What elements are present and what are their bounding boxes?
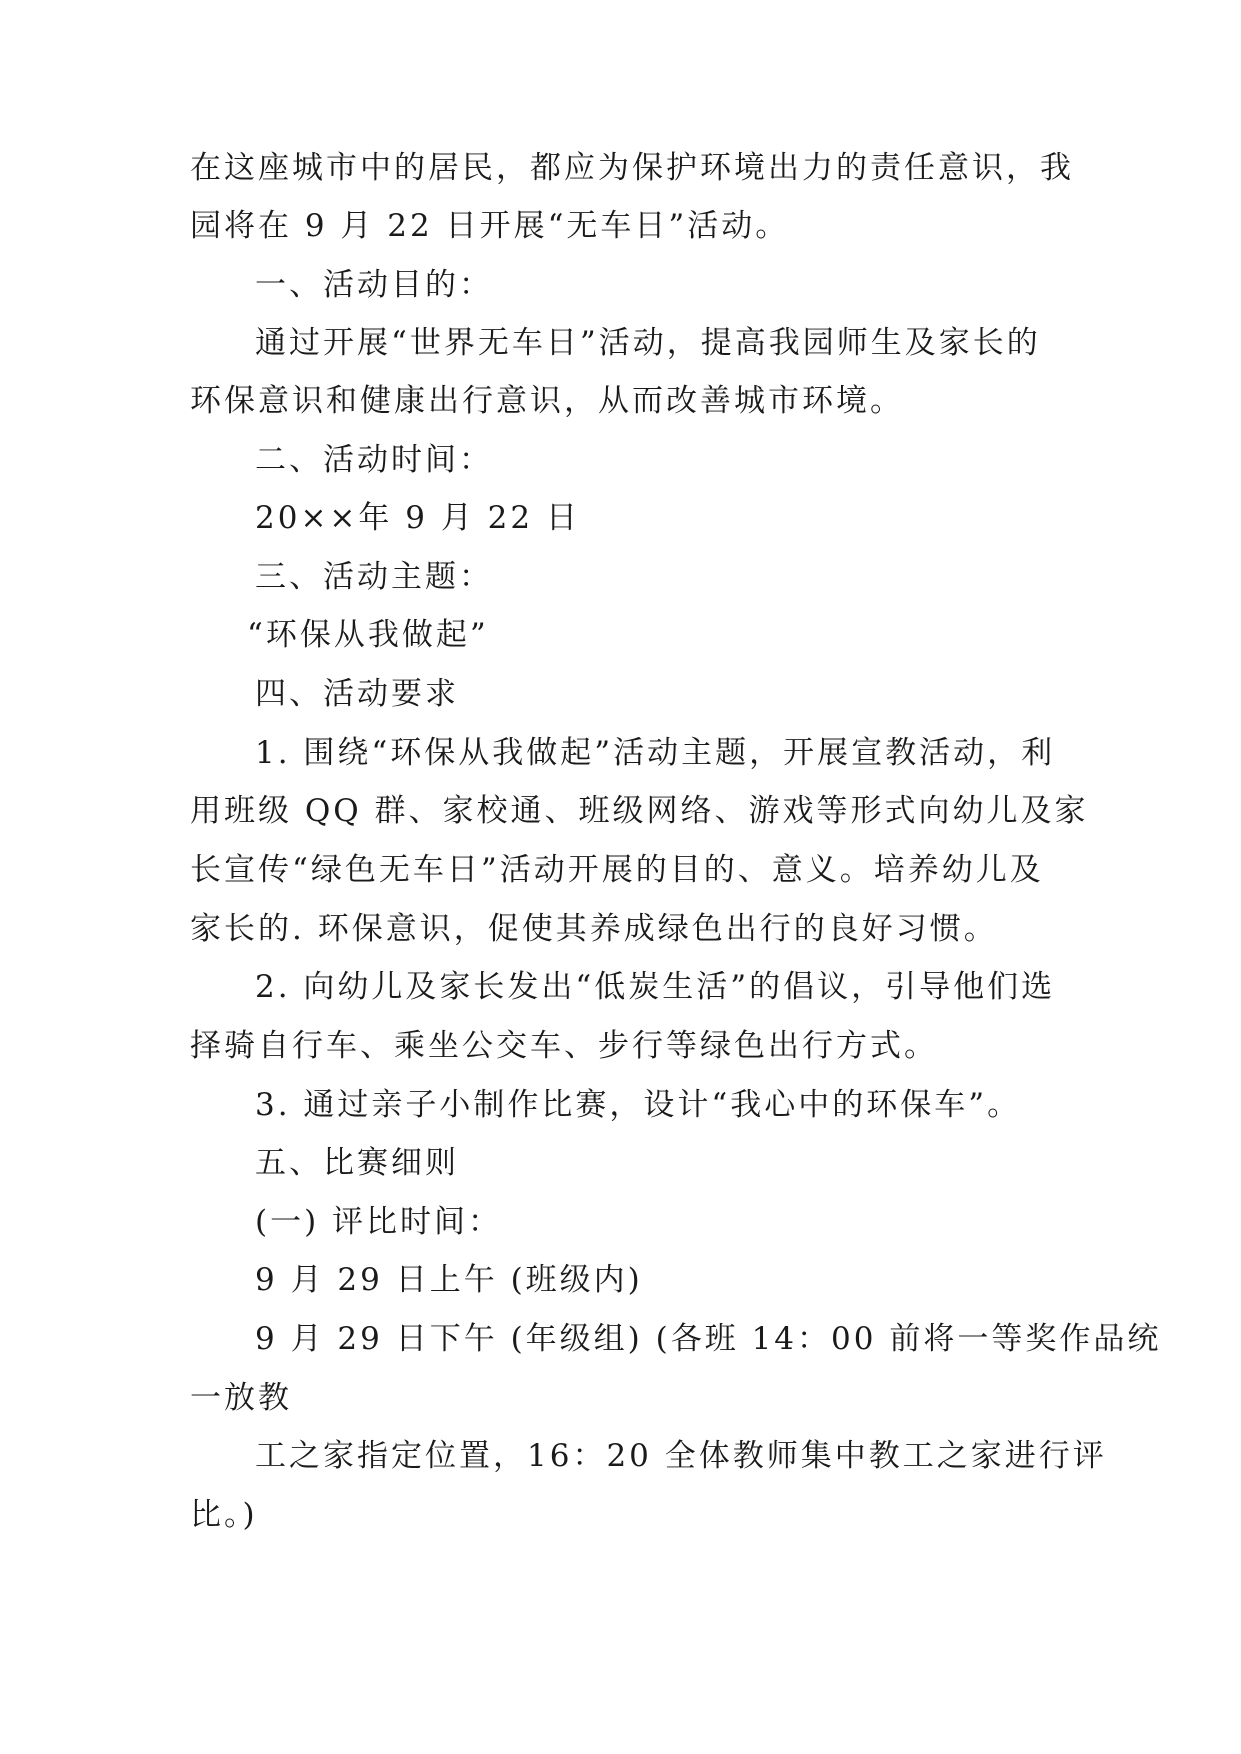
text-line: (一) 评比时间：: [255, 1204, 503, 1240]
section-heading: 四、活动要求: [255, 676, 459, 712]
text-line: 长宣传“绿色无车日”活动开展的目的、意义。培养幼儿及: [190, 852, 1044, 888]
section-heading: 二、活动时间：: [255, 442, 493, 478]
section-heading: 五、比赛细则: [255, 1145, 459, 1181]
text-line: 3. 通过亲子小制作比赛，设计“我心中的环保车”。: [255, 1087, 1022, 1123]
section-heading: 一、活动目的：: [255, 267, 493, 303]
text-line: 通过开展“世界无车日”活动，提高我园师生及家长的: [255, 325, 1041, 361]
text-line: 20××年 9 月 22 日: [255, 500, 580, 536]
text-line: 9 月 29 日下午 (年级组) (各班 14：00 前将一等奖作品统: [255, 1321, 1162, 1357]
text-line: 家长的. 环保意识，促使其养成绿色出行的良好习惯。: [190, 911, 998, 947]
text-line: 用班级 QQ 群、家校通、班级网络、游戏等形式向幼儿及家: [190, 793, 1089, 829]
text-line: 在这座城市中的居民，都应为保护环境出力的责任意识，我: [190, 150, 1074, 186]
text-line: “环保从我做起”: [247, 617, 489, 653]
text-line: 园将在 9 月 22 日开展“无车日”活动。: [190, 208, 790, 244]
text-line: 环保意识和健康出行意识，从而改善城市环境。: [190, 383, 904, 419]
text-line: 1. 围绕“环保从我做起”活动主题，开展宣教活动，利: [255, 735, 1056, 771]
text-line: 一放教: [190, 1380, 292, 1416]
section-heading: 三、活动主题：: [255, 559, 493, 595]
text-line: 工之家指定位置，16：20 全体教师集中教工之家进行评: [255, 1438, 1107, 1474]
text-line: 择骑自行车、乘坐公交车、步行等绿色出行方式。: [190, 1028, 938, 1064]
text-line: 比。): [190, 1497, 258, 1533]
text-line: 9 月 29 日上午 (班级内): [255, 1262, 643, 1298]
text-line: 2. 向幼儿及家长发出“低炭生活”的倡议，引导他们选: [255, 969, 1056, 1005]
